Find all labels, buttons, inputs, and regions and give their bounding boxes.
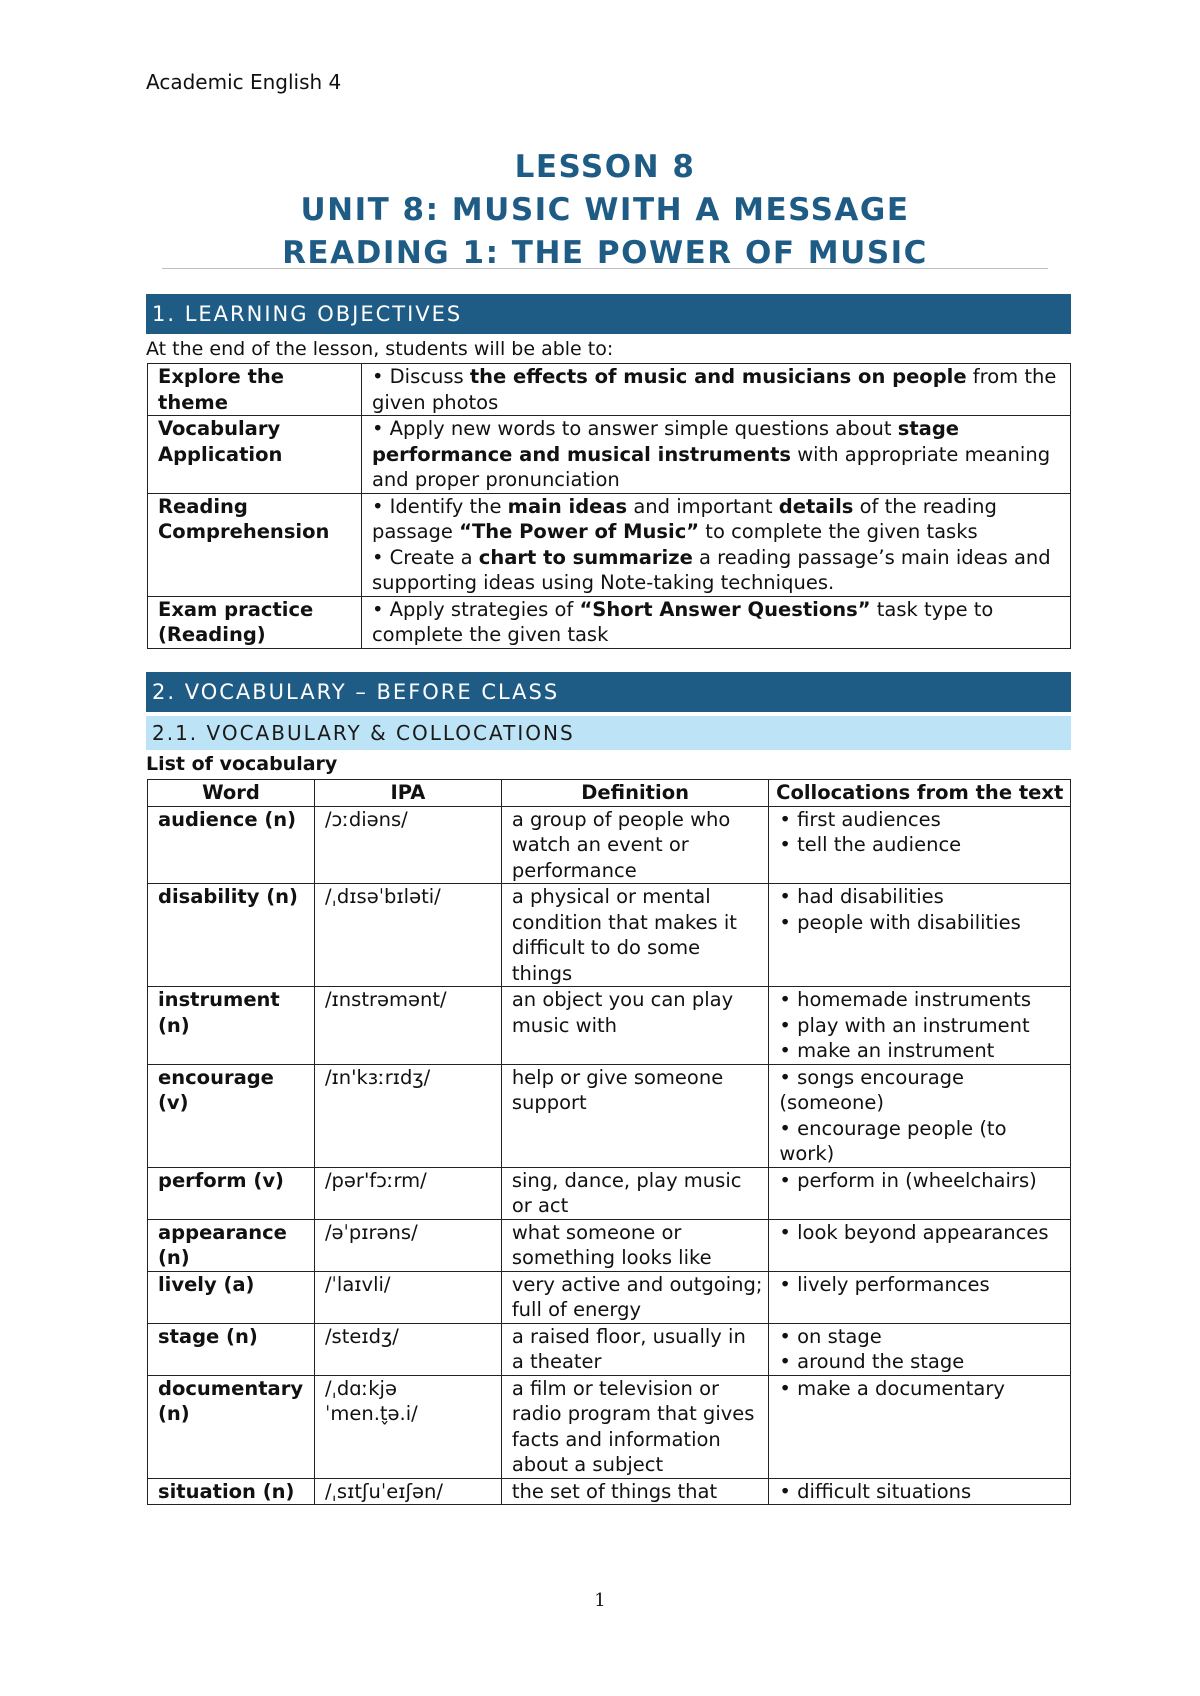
objective-text: • Create a [371, 545, 479, 569]
objective-description [361, 596, 1070, 648]
collocation-item: • play with an instrument [779, 1013, 1030, 1037]
vocabulary-row [148, 1064, 1071, 1167]
title-divider [162, 268, 1048, 269]
vocab-definition: what someone or something looks like [501, 1219, 769, 1271]
vocab-definition: a physical or mental condition that makes it difficult to do some things [501, 884, 769, 987]
vocab-ipa: /ɔːdiəns/ [314, 806, 501, 884]
vocab-word: lively (a) [148, 1271, 315, 1323]
objective-label: Reading Comprehension [148, 493, 362, 596]
objective-text: • Apply new words to answer simple questions about [371, 417, 898, 440]
vocab-word: appearance (n) [148, 1219, 315, 1271]
vocabulary-row [148, 884, 1071, 987]
vocab-word: documentary (n) [148, 1375, 315, 1478]
vocabulary-row [148, 1167, 1071, 1219]
vocab-word: encourage (v) [148, 1064, 315, 1167]
vocabulary-row [148, 1219, 1071, 1271]
objective-text: a reading passage’s main ideas and supporting ideas using Note-taking techniques. [371, 545, 1051, 594]
objective-description [361, 493, 1070, 596]
lesson-title: LESSON 8 [514, 149, 696, 185]
vocabulary-header-row [148, 780, 1071, 807]
objective-text: from the given photos [371, 365, 1057, 414]
objective-key-phrase: details [778, 494, 854, 518]
unit-title: UNIT 8: MUSIC WITH A MESSAGE [300, 192, 910, 228]
vocab-ipa: /steɪdʒ/ [314, 1323, 501, 1375]
objectives-intro: At the end of the lesson, students will be able to: [146, 338, 614, 360]
vocab-collocations [769, 1167, 1071, 1219]
vocab-ipa: /ɪnstrəmənt/ [314, 987, 501, 1065]
section-heading-objectives: 1. LEARNING OBJECTIVES [146, 294, 1071, 334]
objective-text: • Discuss [371, 365, 470, 388]
vocab-definition: a group of people who watch an event or performance [501, 806, 769, 884]
vocab-collocations [769, 806, 1071, 884]
objective-text: task type to complete the given task [371, 597, 994, 646]
vocabulary-row [148, 1323, 1071, 1375]
reading-title: READING 1: THE POWER OF MUSIC [282, 235, 928, 271]
objective-description [361, 364, 1070, 416]
objective-text: • Apply strategies of [371, 597, 580, 621]
objective-text: • Identify the [371, 494, 508, 518]
vocab-ipa: /ˌdɑːkjə ˈmen.t̬ə.i/ [314, 1375, 501, 1478]
vocab-ipa: /ˈlaɪvli/ [314, 1271, 501, 1323]
vocab-definition: help or give someone support [501, 1064, 769, 1167]
vocab-collocations [769, 1323, 1071, 1375]
objective-text: and important [627, 494, 779, 518]
collocation-item: • homemade instruments [779, 988, 1032, 1011]
vocab-definition: a film or television or radio program that gives facts and information about a subject [501, 1375, 769, 1478]
vocab-ipa: /ˌsɪtʃuˈeɪʃən/ [314, 1478, 501, 1505]
vocab-definition: a raised floor, usually in a theater [501, 1323, 769, 1375]
collocation-item: • around the stage [779, 1350, 965, 1373]
vocab-collocations [769, 1375, 1071, 1478]
objective-row [148, 416, 1071, 494]
vocab-collocations [769, 1064, 1071, 1167]
collocation-item: • on stage [779, 1324, 882, 1348]
objective-text: with appropriate meaning and proper pronunciation [371, 442, 1051, 491]
collocation-item: • lively performances [779, 1272, 990, 1296]
vocabulary-row [148, 987, 1071, 1065]
vocab-definition: an object you can play music with [501, 987, 769, 1065]
page-number: 1 [594, 1590, 606, 1611]
collocation-item: • first audiences [779, 807, 941, 831]
vocab-ipa: /ɪn'kɜːrɪdʒ/ [314, 1064, 501, 1167]
objective-key-phrase: the effects of music and musicians on people [469, 365, 967, 388]
collocation-item: • make an instrument [779, 1039, 995, 1062]
objective-text: to complete the given tasks [699, 520, 978, 543]
column-header-ipa: IPA [314, 780, 501, 807]
section-heading-vocabulary: 2. VOCABULARY – BEFORE CLASS [146, 672, 1071, 712]
vocab-definition: very active and outgoing; full of energy [501, 1271, 769, 1323]
objective-row [148, 493, 1071, 596]
vocabulary-list-title: List of vocabulary [146, 753, 338, 775]
vocab-collocations [769, 1219, 1071, 1271]
collocation-item: • difficult situations [779, 1479, 972, 1503]
objective-row [148, 596, 1071, 648]
vocabulary-row [148, 806, 1071, 884]
objective-line [372, 597, 1064, 648]
objective-key-phrase: “Short Answer Questions” [579, 597, 871, 621]
vocabulary-row [148, 1271, 1071, 1323]
vocab-word: situation (n) [148, 1478, 315, 1505]
collocation-item: • songs encourage (someone) [779, 1065, 965, 1114]
objective-label: Vocabulary Application [148, 416, 362, 494]
subsection-heading-collocations: 2.1. VOCABULARY & COLLOCATIONS [146, 716, 1071, 750]
vocabulary-table [147, 779, 1071, 1505]
vocab-collocations [769, 987, 1071, 1065]
vocab-definition: sing, dance, play music or act [501, 1167, 769, 1219]
objective-key-phrase: chart to summarize [478, 545, 693, 569]
objective-line [372, 416, 1064, 493]
vocab-word: disability (n) [148, 884, 315, 987]
vocab-word: perform (v) [148, 1167, 315, 1219]
vocab-definition: the set of things that [501, 1478, 769, 1505]
vocab-word: instrument (n) [148, 987, 315, 1065]
objective-line [372, 545, 1064, 596]
collocation-item: • make a documentary [779, 1376, 1005, 1400]
vocab-ipa: /əˈpɪrəns/ [314, 1219, 501, 1271]
vocab-word: stage (n) [148, 1323, 315, 1375]
vocab-collocations [769, 1478, 1071, 1505]
objective-key-phrase: stage performance and musical instruments [371, 417, 960, 466]
title-block [162, 146, 1048, 275]
objective-label: Explore the theme [148, 364, 362, 416]
objectives-table [147, 363, 1071, 649]
column-header-collocations: Collocations from the text [769, 780, 1071, 807]
collocation-item: • look beyond appearances [779, 1220, 1049, 1244]
vocab-collocations [769, 884, 1071, 987]
objective-label: Exam practice (Reading) [148, 596, 362, 648]
objective-row [148, 364, 1071, 416]
vocabulary-row [148, 1375, 1071, 1478]
objective-line [372, 494, 1064, 545]
collocation-item: • tell the audience [779, 833, 962, 856]
column-header-definition: Definition [501, 780, 769, 807]
collocation-item: • people with disabilities [779, 910, 1021, 934]
collocation-item: • perform in (wheelchairs) [779, 1168, 1037, 1192]
collocation-item: • encourage people (to work) [779, 1116, 1007, 1165]
vocab-ipa: /ˌdɪsəˈbɪləti/ [314, 884, 501, 987]
objective-key-phrase: main ideas [507, 494, 628, 518]
vocab-ipa: /pər'fɔːrm/ [314, 1167, 501, 1219]
column-header-word: Word [148, 780, 315, 807]
objective-text: of the reading passage [371, 494, 997, 543]
vocabulary-row [148, 1478, 1071, 1505]
vocab-collocations [769, 1271, 1071, 1323]
objective-line [372, 364, 1064, 415]
collocation-item: • had disabilities [779, 885, 944, 908]
objective-key-phrase: “The Power of Music” [459, 520, 700, 543]
running-header: Academic English 4 [146, 70, 342, 94]
vocab-word: audience (n) [148, 806, 315, 884]
objective-description [361, 416, 1070, 494]
